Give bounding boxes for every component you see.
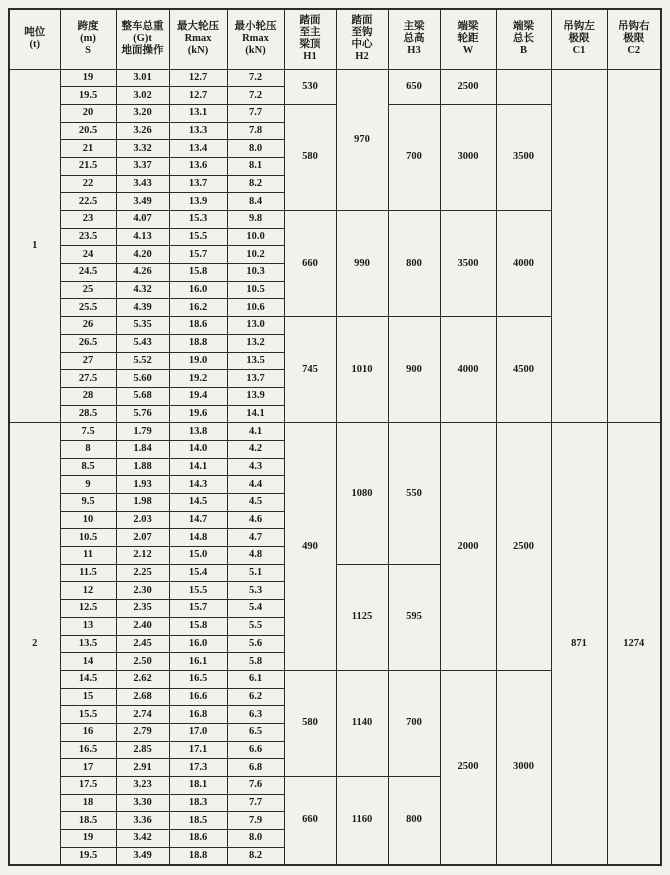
header-line: H2 — [355, 51, 369, 63]
cell-span: 22 — [60, 175, 116, 193]
cell-h3: 700 — [388, 670, 440, 776]
cell-rmin: 13.7 — [227, 370, 284, 388]
cell-rmax: 15.7 — [169, 600, 227, 618]
cell-rmax: 15.8 — [169, 617, 227, 635]
cell-h1: 530 — [284, 69, 336, 104]
cell-rmax: 15.8 — [169, 264, 227, 282]
cell-rmin: 5.1 — [227, 564, 284, 582]
cell-rmax: 19.4 — [169, 387, 227, 405]
cell-rmin: 7.2 — [227, 87, 284, 105]
cell-span: 19.5 — [60, 847, 116, 865]
header-line: 吨位 — [24, 27, 46, 39]
cell-rmin: 13.5 — [227, 352, 284, 370]
cell-c2 — [607, 69, 661, 423]
cell-rmin: 7.8 — [227, 122, 284, 140]
cell-rmin: 8.0 — [227, 140, 284, 158]
cell-rmax: 16.2 — [169, 299, 227, 317]
cell-rmin: 4.4 — [227, 476, 284, 494]
cell-rmin: 10.0 — [227, 228, 284, 246]
table-row — [9, 423, 661, 441]
cell-h3: 550 — [388, 423, 440, 565]
cell-h1: 745 — [284, 317, 336, 423]
cell-w: 2500 — [440, 670, 496, 865]
cell-span: 16.5 — [60, 741, 116, 759]
cell-b: 3500 — [496, 104, 551, 210]
cell-span: 18 — [60, 794, 116, 812]
cell-rmax: 18.3 — [169, 794, 227, 812]
cell-rmax: 18.5 — [169, 812, 227, 830]
cell-weight: 2.68 — [116, 688, 169, 706]
cell-weight: 5.76 — [116, 405, 169, 423]
cell-rmin: 9.8 — [227, 211, 284, 229]
cell-weight: 2.30 — [116, 582, 169, 600]
cell-weight: 1.93 — [116, 476, 169, 494]
cell-span: 23.5 — [60, 228, 116, 246]
cell-span: 22.5 — [60, 193, 116, 211]
cell-rmax: 13.1 — [169, 104, 227, 122]
header-line: 跨度 — [77, 21, 99, 33]
cell-weight: 3.49 — [116, 193, 169, 211]
header-h1 — [284, 9, 336, 69]
header-c1 — [551, 9, 607, 69]
cell-span: 24.5 — [60, 264, 116, 282]
cell-rmin: 6.6 — [227, 741, 284, 759]
cell-rmax: 19.2 — [169, 370, 227, 388]
cell-weight: 4.26 — [116, 264, 169, 282]
header-line: C1 — [572, 45, 586, 57]
cell-rmin: 14.1 — [227, 405, 284, 423]
header-line: 端梁 — [513, 21, 534, 33]
header-line: (m) — [80, 33, 96, 45]
cell-rmax: 19.6 — [169, 405, 227, 423]
cell-rmax: 14.3 — [169, 476, 227, 494]
header-line: (kN) — [187, 45, 209, 57]
cell-rmin: 10.5 — [227, 281, 284, 299]
cell-rmax: 18.6 — [169, 830, 227, 848]
cell-h3: 800 — [388, 777, 440, 865]
cell-span: 26.5 — [60, 334, 116, 352]
cell-rmax: 15.0 — [169, 547, 227, 565]
cell-span: 8.5 — [60, 458, 116, 476]
header-b — [496, 9, 551, 69]
cell-b: 3000 — [496, 670, 551, 865]
cell-h2: 1160 — [336, 777, 388, 865]
cell-h2: 1125 — [336, 564, 388, 670]
cell-span: 14.5 — [60, 670, 116, 688]
header-rmax — [169, 9, 227, 69]
header-line: C2 — [627, 45, 641, 57]
cell-weight: 3.32 — [116, 140, 169, 158]
cell-rmin: 8.2 — [227, 175, 284, 193]
cell-span: 21 — [60, 140, 116, 158]
header-line: 总高 — [403, 33, 425, 45]
cell-weight: 3.30 — [116, 794, 169, 812]
cell-rmin: 13.9 — [227, 387, 284, 405]
cell-rmax: 18.1 — [169, 777, 227, 795]
cell-h2: 1140 — [336, 670, 388, 776]
cell-rmax: 14.7 — [169, 511, 227, 529]
cell-rmax: 12.7 — [169, 69, 227, 87]
cell-rmax: 16.6 — [169, 688, 227, 706]
cell-span: 25.5 — [60, 299, 116, 317]
header-weight — [116, 9, 169, 69]
cell-weight: 2.35 — [116, 600, 169, 618]
cell-rmax: 15.3 — [169, 211, 227, 229]
cell-weight: 4.13 — [116, 228, 169, 246]
cell-span: 12 — [60, 582, 116, 600]
cell-h3: 900 — [388, 317, 440, 423]
cell-span: 16 — [60, 723, 116, 741]
cell-span: 18.5 — [60, 812, 116, 830]
header-rmin — [227, 9, 284, 69]
cell-rmax: 14.0 — [169, 440, 227, 458]
header-line: H1 — [303, 51, 317, 63]
header-line: 梁顶 — [299, 39, 321, 51]
cell-weight: 3.01 — [116, 69, 169, 87]
header-line: S — [85, 45, 91, 57]
cell-rmax: 13.9 — [169, 193, 227, 211]
cell-weight: 1.84 — [116, 440, 169, 458]
header-line: 踏面 — [351, 15, 373, 27]
cell-w: 2500 — [440, 69, 496, 104]
cell-span: 27.5 — [60, 370, 116, 388]
cell-span: 9.5 — [60, 494, 116, 512]
header-line: 中心 — [351, 39, 373, 51]
cell-weight: 5.52 — [116, 352, 169, 370]
cell-w: 3000 — [440, 104, 496, 210]
header-line: 最大轮压 — [177, 21, 219, 33]
cell-span: 20.5 — [60, 122, 116, 140]
cell-w: 4000 — [440, 317, 496, 423]
cell-b: 4500 — [496, 317, 551, 423]
cell-h1: 580 — [284, 670, 336, 776]
cell-weight: 5.43 — [116, 334, 169, 352]
cell-rmin: 4.6 — [227, 511, 284, 529]
cell-h1: 660 — [284, 211, 336, 317]
cell-span: 10 — [60, 511, 116, 529]
cell-weight: 5.35 — [116, 317, 169, 335]
cell-span: 21.5 — [60, 157, 116, 175]
header-line: 极限 — [623, 33, 645, 45]
spec-table — [8, 8, 662, 866]
cell-h1: 660 — [284, 777, 336, 865]
cell-weight: 3.37 — [116, 157, 169, 175]
cell-rmax: 13.4 — [169, 140, 227, 158]
header-line: (kN) — [245, 45, 266, 57]
header-line: Rmax — [242, 33, 269, 45]
cell-rmin: 5.3 — [227, 582, 284, 600]
cell-weight: 2.25 — [116, 564, 169, 582]
cell-rmax: 16.0 — [169, 281, 227, 299]
cell-weight: 1.79 — [116, 423, 169, 441]
cell-span: 17.5 — [60, 777, 116, 795]
cell-rmax: 18.8 — [169, 847, 227, 865]
cell-h1: 580 — [284, 104, 336, 210]
header-line: 极限 — [568, 33, 590, 45]
cell-h3: 595 — [388, 564, 440, 670]
cell-w: 3500 — [440, 211, 496, 317]
cell-rmax: 18.8 — [169, 334, 227, 352]
header-line: 端梁 — [457, 21, 479, 33]
cell-weight: 2.50 — [116, 653, 169, 671]
cell-span: 25 — [60, 281, 116, 299]
cell-rmax: 16.0 — [169, 635, 227, 653]
cell-rmax: 17.0 — [169, 723, 227, 741]
cell-tonnage: 1 — [9, 69, 60, 423]
cell-rmin: 8.1 — [227, 157, 284, 175]
cell-span: 14 — [60, 653, 116, 671]
cell-h1: 490 — [284, 423, 336, 671]
header-line: Rmax — [184, 33, 212, 45]
cell-b: 2500 — [496, 423, 551, 671]
cell-rmin: 5.4 — [227, 600, 284, 618]
cell-weight: 3.49 — [116, 847, 169, 865]
cell-rmin: 5.5 — [227, 617, 284, 635]
cell-rmin: 6.1 — [227, 670, 284, 688]
cell-b — [496, 69, 551, 104]
table-body — [9, 69, 661, 865]
cell-span: 28 — [60, 387, 116, 405]
cell-span: 15 — [60, 688, 116, 706]
cell-rmin: 10.2 — [227, 246, 284, 264]
header-h3 — [388, 9, 440, 69]
cell-weight: 3.43 — [116, 175, 169, 193]
cell-span: 19.5 — [60, 87, 116, 105]
cell-h3: 700 — [388, 104, 440, 210]
cell-weight: 3.20 — [116, 104, 169, 122]
cell-weight: 5.68 — [116, 387, 169, 405]
cell-rmin: 6.5 — [227, 723, 284, 741]
header-line: 总长 — [513, 33, 534, 45]
cell-rmin: 6.2 — [227, 688, 284, 706]
header-line: 吊钩左 — [563, 21, 595, 33]
cell-rmax: 15.7 — [169, 246, 227, 264]
cell-weight: 3.02 — [116, 87, 169, 105]
cell-rmin: 7.7 — [227, 794, 284, 812]
cell-weight: 2.91 — [116, 759, 169, 777]
cell-rmax: 15.5 — [169, 228, 227, 246]
cell-rmin: 5.8 — [227, 653, 284, 671]
cell-weight: 2.85 — [116, 741, 169, 759]
cell-rmin: 10.6 — [227, 299, 284, 317]
cell-rmax: 14.8 — [169, 529, 227, 547]
cell-span: 15.5 — [60, 706, 116, 724]
cell-rmin: 4.5 — [227, 494, 284, 512]
cell-h2: 990 — [336, 211, 388, 317]
cell-h2: 970 — [336, 69, 388, 211]
cell-span: 9 — [60, 476, 116, 494]
cell-rmax: 16.5 — [169, 670, 227, 688]
header-line: (G)t — [133, 33, 152, 45]
cell-rmin: 4.1 — [227, 423, 284, 441]
cell-rmax: 16.1 — [169, 653, 227, 671]
cell-h3: 800 — [388, 211, 440, 317]
header-line: W — [462, 45, 474, 57]
cell-h3: 650 — [388, 69, 440, 104]
table-header — [9, 9, 661, 69]
header-line: 吊钩右 — [618, 21, 650, 33]
header-line: (t) — [29, 39, 40, 51]
header-line: 至主 — [299, 27, 321, 39]
header-h2 — [336, 9, 388, 69]
cell-rmin: 7.9 — [227, 812, 284, 830]
cell-rmin: 4.8 — [227, 547, 284, 565]
header-line: 主梁 — [403, 21, 425, 33]
cell-weight: 3.36 — [116, 812, 169, 830]
cell-weight: 2.40 — [116, 617, 169, 635]
cell-rmax: 12.7 — [169, 87, 227, 105]
cell-weight: 2.79 — [116, 723, 169, 741]
header-line: 整车总重 — [121, 21, 164, 33]
cell-span: 19 — [60, 830, 116, 848]
cell-weight: 2.74 — [116, 706, 169, 724]
cell-span: 17 — [60, 759, 116, 777]
cell-rmin: 8.0 — [227, 830, 284, 848]
cell-tonnage: 2 — [9, 423, 60, 865]
cell-weight: 1.88 — [116, 458, 169, 476]
cell-span: 28.5 — [60, 405, 116, 423]
cell-w: 2000 — [440, 423, 496, 671]
cell-weight: 3.23 — [116, 777, 169, 795]
header-line: H3 — [407, 45, 421, 57]
cell-span: 10.5 — [60, 529, 116, 547]
cell-weight: 2.03 — [116, 511, 169, 529]
header-line: 地面操作 — [121, 45, 164, 57]
cell-rmax: 15.5 — [169, 582, 227, 600]
table-row — [9, 69, 661, 87]
header-line: 踏面 — [299, 15, 321, 27]
cell-span: 7.5 — [60, 423, 116, 441]
cell-weight: 2.07 — [116, 529, 169, 547]
cell-span: 11.5 — [60, 564, 116, 582]
cell-span: 19 — [60, 69, 116, 87]
cell-rmax: 14.5 — [169, 494, 227, 512]
cell-rmin: 6.8 — [227, 759, 284, 777]
cell-weight: 2.12 — [116, 547, 169, 565]
cell-weight: 2.62 — [116, 670, 169, 688]
header-span — [60, 9, 116, 69]
cell-rmin: 7.7 — [227, 104, 284, 122]
cell-h2: 1010 — [336, 317, 388, 423]
cell-span: 8 — [60, 440, 116, 458]
cell-weight: 1.98 — [116, 494, 169, 512]
cell-span: 12.5 — [60, 600, 116, 618]
cell-rmin: 10.3 — [227, 264, 284, 282]
cell-c1: 871 — [551, 423, 607, 865]
cell-rmax: 19.0 — [169, 352, 227, 370]
cell-weight: 2.45 — [116, 635, 169, 653]
cell-weight: 4.32 — [116, 281, 169, 299]
cell-rmax: 13.3 — [169, 122, 227, 140]
cell-rmin: 4.3 — [227, 458, 284, 476]
cell-span: 11 — [60, 547, 116, 565]
cell-weight: 4.07 — [116, 211, 169, 229]
cell-rmin: 7.6 — [227, 777, 284, 795]
cell-span: 27 — [60, 352, 116, 370]
cell-rmax: 14.1 — [169, 458, 227, 476]
cell-rmax: 17.3 — [169, 759, 227, 777]
cell-rmax: 13.7 — [169, 175, 227, 193]
cell-rmax: 15.4 — [169, 564, 227, 582]
cell-rmin: 13.0 — [227, 317, 284, 335]
cell-rmin: 6.3 — [227, 706, 284, 724]
cell-span: 23 — [60, 211, 116, 229]
cell-rmin: 4.7 — [227, 529, 284, 547]
cell-b: 4000 — [496, 211, 551, 317]
cell-c1 — [551, 69, 607, 423]
cell-weight: 4.20 — [116, 246, 169, 264]
cell-weight: 5.60 — [116, 370, 169, 388]
cell-span: 13 — [60, 617, 116, 635]
cell-rmax: 13.6 — [169, 157, 227, 175]
cell-rmin: 8.2 — [227, 847, 284, 865]
cell-weight: 3.42 — [116, 830, 169, 848]
cell-span: 20 — [60, 104, 116, 122]
header-line: 轮距 — [457, 33, 479, 45]
header-line: 最小轮压 — [234, 21, 277, 33]
cell-rmax: 13.8 — [169, 423, 227, 441]
cell-weight: 3.26 — [116, 122, 169, 140]
cell-rmin: 5.6 — [227, 635, 284, 653]
cell-weight: 4.39 — [116, 299, 169, 317]
cell-rmin: 4.2 — [227, 440, 284, 458]
cell-rmax: 18.6 — [169, 317, 227, 335]
cell-span: 13.5 — [60, 635, 116, 653]
header-c2 — [607, 9, 661, 69]
header-w — [440, 9, 496, 69]
cell-c2: 1274 — [607, 423, 661, 865]
header-line: B — [519, 45, 527, 57]
cell-h2: 1080 — [336, 423, 388, 565]
cell-span: 26 — [60, 317, 116, 335]
header-row — [9, 9, 661, 69]
cell-rmax: 16.8 — [169, 706, 227, 724]
header-line: 至钩 — [351, 27, 373, 39]
cell-rmin: 8.4 — [227, 193, 284, 211]
cell-rmax: 17.1 — [169, 741, 227, 759]
cell-span: 24 — [60, 246, 116, 264]
header-tonnage — [9, 9, 60, 69]
cell-rmin: 13.2 — [227, 334, 284, 352]
cell-rmin: 7.2 — [227, 69, 284, 87]
